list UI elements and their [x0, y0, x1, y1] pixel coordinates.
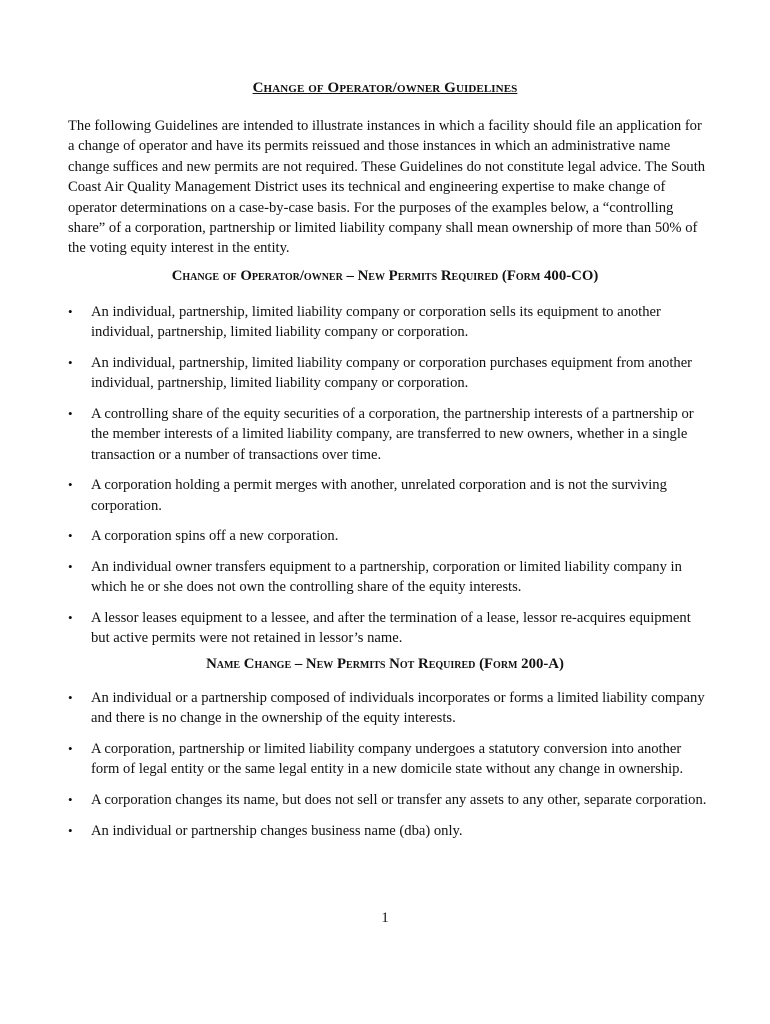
- intro-paragraph: The following Guidelines are intended to illustrate instances in which a facility should file an application for a change of operator and have its permits reissued and those instances in which an administrative name change suffices and new permits are not required. These Guidelines do not constitute legal advice. The South Coast Air Quality Management District uses its technical and engineering expertise to make change of operator determinations on a case-by-case basis. For the purposes of the examples below, a “controlling share” of a corporation, partnership or limited liability company shall mean ownership of more than 50% of the voting equity interest in the entity.: [68, 118, 706, 257]
- list-item-text: An individual owner transfers equipment to a partnership, corporation or limited liability company in which he or she does not own the controlling share of the equity interests.: [91, 559, 682, 596]
- new-permits-required-list: [68, 302, 713, 659]
- list-item: [68, 475, 713, 516]
- bullet-icon: •: [68, 406, 73, 421]
- bullet-icon: •: [68, 822, 73, 838]
- bullet-icon: •: [68, 528, 73, 544]
- list-item-text: A controlling share of the equity securities of a corporation, the partnership interests of a partnership or the member interests of a limited liability company, are transferred to new owners, whether in a single transaction or a number of transactions over time.: [91, 406, 694, 463]
- bullet-icon: •: [68, 559, 73, 574]
- list-item: [68, 353, 713, 394]
- list-item: [68, 526, 713, 546]
- list-item: [68, 608, 713, 649]
- list-item-text: An individual, partnership, limited liability company or corporation purchases equipment from another individual, partnership, limited liability company or corporation.: [91, 355, 693, 392]
- bullet-icon: •: [68, 477, 73, 493]
- list-item: [68, 688, 713, 729]
- list-item-text: A corporation changes its name, but does not sell or transfer any assets to any other, separate corporation.: [91, 792, 707, 808]
- list-item-text: A corporation, partnership or limited liability company undergoes a statutory conversion into another form of legal entity or the same legal entity in a new domicile state without any change in ownership.: [91, 741, 684, 778]
- page-number: 1: [381, 910, 389, 926]
- bullet-icon: •: [68, 355, 73, 370]
- list-item-text: An individual, partnership, limited liability company or corporation sells its equipment to another individual, partnership, limited liability company or corporation.: [91, 304, 661, 341]
- bullet-icon: •: [68, 304, 73, 319]
- list-item-text: An individual or a partnership composed of individuals incorporates or forms a limited liability company and there is no change in the ownership of the equity interests.: [91, 690, 705, 727]
- list-item-text: A corporation spins off a new corporation.: [91, 528, 339, 545]
- new-permits-not-required-list: [68, 688, 713, 851]
- list-item: [68, 739, 713, 780]
- list-item: [68, 557, 713, 598]
- list-item-text: A lessor leases equipment to a lessee, and after the termination of a lease, lessor re-acquires equipment but active permits were not retained in lessor’s name.: [91, 610, 691, 647]
- list-item: [68, 790, 713, 810]
- section-heading-new-permits-required: Change of Operator/owner – New Permits Required (Form 400-CO): [171, 268, 599, 284]
- list-item-text: A corporation holding a permit merges with another, unrelated corporation and is not the surviving corporation.: [91, 477, 667, 514]
- list-item-text: An individual or partnership changes business name (dba) only.: [91, 822, 463, 839]
- section-heading-new-permits-not-required: Name Change – New Permits Not Required (Form 200-A): [206, 656, 564, 672]
- bullet-icon: •: [68, 741, 73, 756]
- document-title: Change of Operator/owner Guidelines: [252, 80, 518, 96]
- bullet-icon: •: [68, 610, 73, 625]
- list-item: [68, 404, 713, 465]
- list-item: [68, 821, 713, 841]
- bullet-icon: •: [68, 792, 73, 807]
- list-item: [68, 302, 713, 343]
- bullet-icon: •: [68, 690, 73, 705]
